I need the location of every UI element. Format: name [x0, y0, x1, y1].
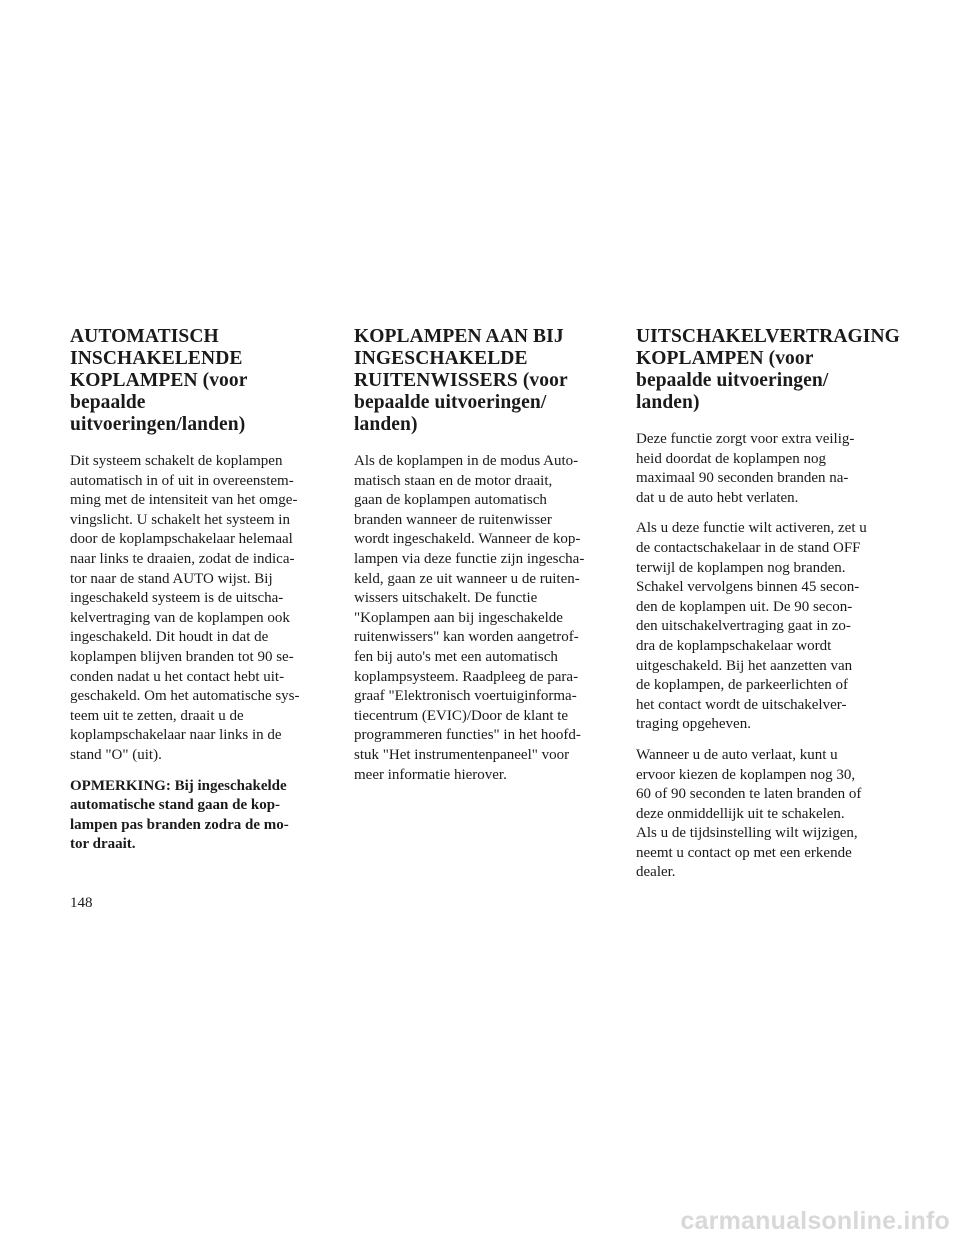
column-headlight-delay [636, 326, 900, 894]
watermark-text: carmanualsonline.info [680, 1207, 950, 1235]
column-headlights-with-wipers [354, 326, 604, 796]
body-paragraph: Als de koplampen in de modus Auto- matisch staan en de motor draait, gaan de koplampen automatisch branden wanneer de ruitenwisser wordt ingeschakeld. Wanneer de kop- lampen via deze functie zijn ingescha- keld, gaan ze uit wanneer u de ruiten- wissers uitschakelt. De functie "Koplampen aan bij ingeschakelde ruitenwissers" kan worden aangetrof- fen bij auto's met een automatisch koplampsysteem. Raadpleeg de para- graaf "Elektronisch voertuiginforma- tiecentrum (EVIC)/Door de klant te programmeren functies" in het hoofd- stuk "Het instrumentenpaneel" voor meer informatie hierover. [354, 453, 585, 783]
body-paragraph: Deze functie zorgt voor extra veilig- heid doordat de koplampen nog maximaal 90 seconden branden na- dat u de auto hebt verlaten. [636, 431, 855, 506]
note-paragraph: OPMERKING: Bij ingeschakelde automatische stand gaan de kop- lampen pas branden zodra de mo- tor draait. [70, 777, 289, 853]
section-heading-headlight-delay: UITSCHAKELVERTRAGING KOPLAMPEN (voor bepaalde uitvoeringen/ landen) [636, 326, 900, 413]
body-paragraph: Als u deze functie wilt activeren, zet u de contactschakelaar in de stand OFF terwijl de koplampen nog branden. Schakel vervolgens binnen 45 secon- den de koplampen uit. De 90 secon- den uitschakelvertraging gaat in zo- dra de koplampschakelaar wordt uitgeschakeld. Bij het aanzetten van de koplampen, de parkeerlichten of het contact wordt de uitschakelver- traging opgeheven. [636, 520, 867, 733]
column-automatic-headlights [70, 326, 320, 855]
page-number: 148 [70, 895, 93, 911]
body-paragraph: Dit systeem schakelt de koplampen automatisch in of uit in overeenstem- ming met de intensiteit van het omge- vingslicht. U schakelt het systeem in door de koplampschakelaar helemaal naar links te draaien, zodat de indica- tor naar de stand AUTO wijst. Bij ingeschakeld systeem is de uitscha- kelvertraging van de koplampen ook ingeschakeld. Dit houdt in dat de koplampen blijven branden tot 90 se- conden nadat u het contact hebt uit- geschakeld. Om het automatische sys- teem uit te zetten, draait u de koplampschakelaar naar links in de stand "O" (uit). [70, 453, 300, 763]
section-heading-automatic-headlights: AUTOMATISCH INSCHAKELENDE KOPLAMPEN (voor bepaalde uitvoeringen/landen) [70, 326, 248, 435]
body-paragraph: Wanneer u de auto verlaat, kunt u ervoor kiezen de koplampen nog 30, 60 of 90 seconden te laten branden of deze onmiddellijk uit te schakelen. Als u de tijdsinstelling wilt wijzigen, neemt u contact op met een erkende dealer. [636, 746, 862, 881]
section-heading-headlights-with-wipers: KOPLAMPEN AAN BIJ INGESCHAKELDE RUITENWISSERS (voor bepaalde uitvoeringen/ landen) [354, 326, 568, 435]
